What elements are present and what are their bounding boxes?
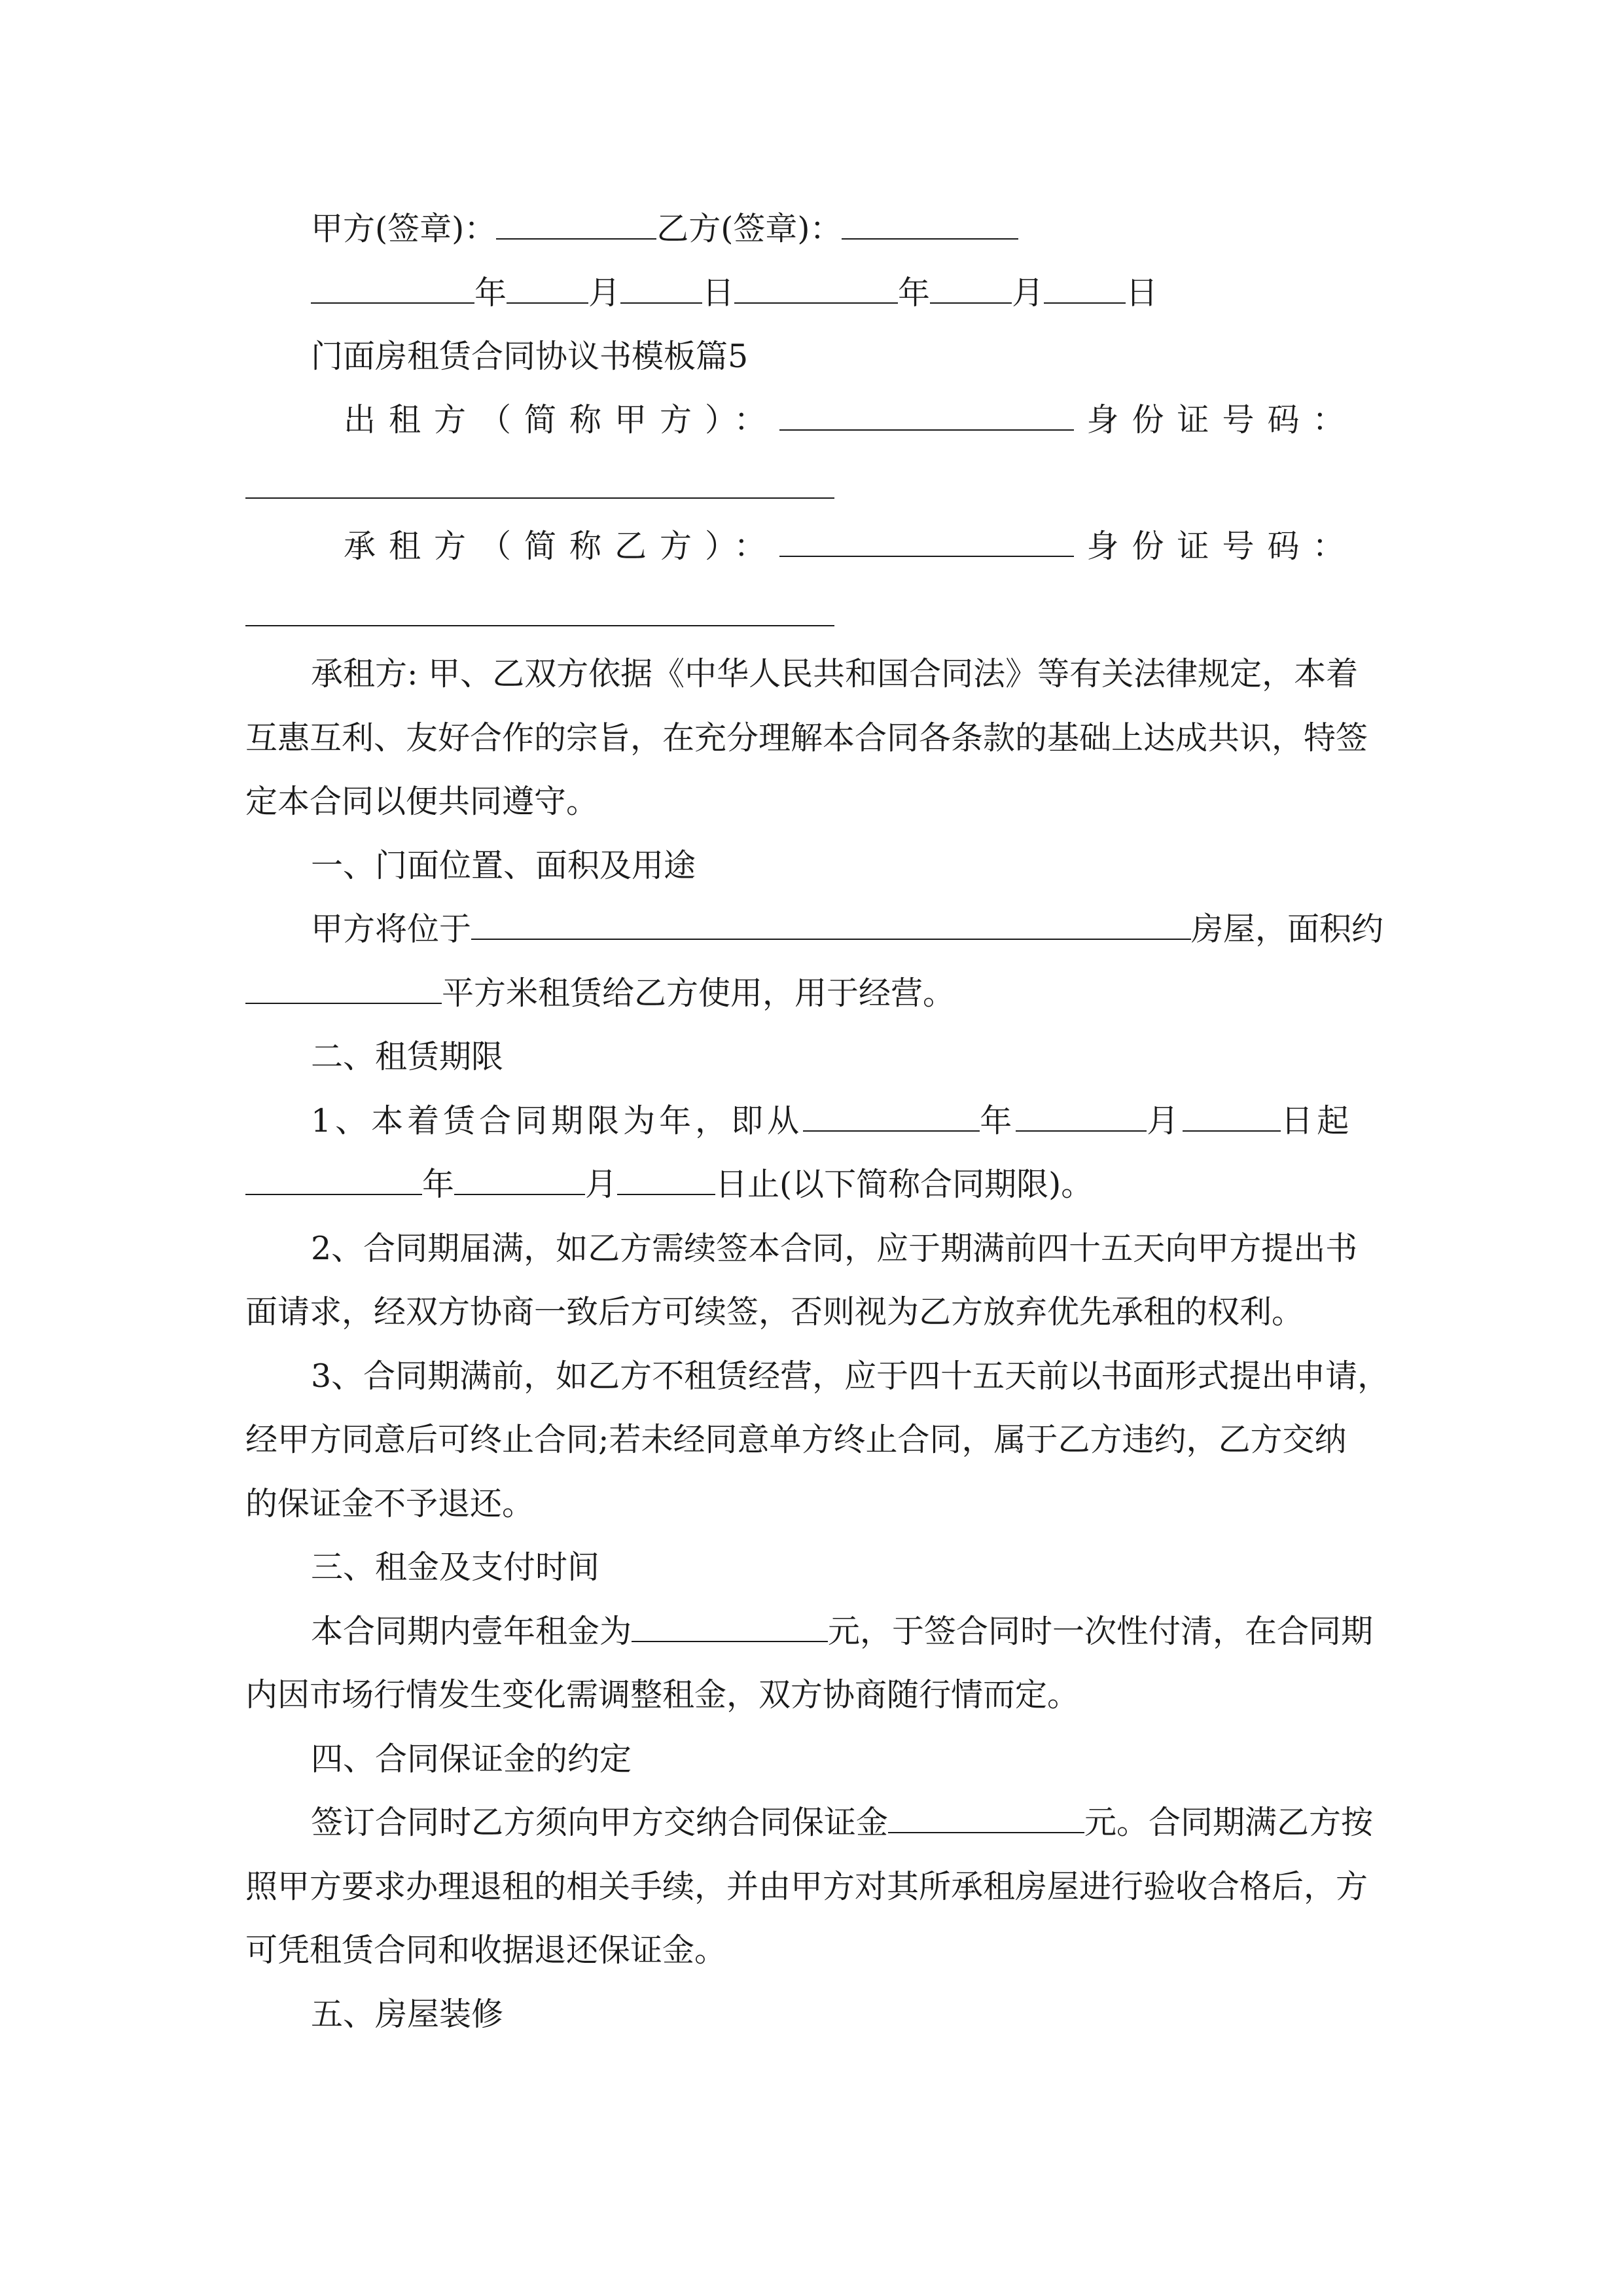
term-start-month-blank[interactable] <box>1016 1102 1147 1132</box>
section1-title: 一、门面位置、面积及用途 <box>311 847 696 884</box>
term-end-year-blank[interactable] <box>245 1165 422 1195</box>
term-end-text: 日止(以下简称合同期限)。 <box>715 1166 1094 1203</box>
lessee-name-blank[interactable] <box>779 527 1074 557</box>
term-start-day-label: 日起 <box>1281 1102 1353 1139</box>
section3-line2: 内因市场行情发生变化需调整租金，双方协商随行情而定。 <box>245 1676 1080 1713</box>
section4-line1 <box>311 1803 1443 1842</box>
intro-line-1: 承租方: 甲、乙双方依据《中华人民共和国合同法》等有关法律规定，本着 <box>311 655 1359 692</box>
section4-title: 四、合同保证金的约定 <box>311 1740 632 1778</box>
date-b-month-blank[interactable] <box>930 274 1012 304</box>
section2-title: 二、租赁期限 <box>311 1038 504 1075</box>
date-b-day-label: 日 <box>1126 274 1158 312</box>
lessor-id-label: 身份证号码： <box>1086 401 1358 439</box>
rent-amount-blank[interactable] <box>632 1612 828 1642</box>
area-label: 房屋，面积约 <box>1191 910 1384 948</box>
clause-2-1-line1 <box>311 1102 1443 1141</box>
deposit-text: 元。合同期满乙方按 <box>1084 1804 1374 1841</box>
date-a-month-label: 月 <box>588 274 621 312</box>
section-heading: 门面房租赁合同协议书模板篇5 <box>311 338 749 375</box>
clause-2-3-line1: 3、合同期满前，如乙方不租赁经营，应于四十五天前以书面形式提出申请， <box>311 1357 1390 1395</box>
date-a-day-label: 日 <box>702 274 735 312</box>
intro-line-3: 定本合同以便共同遵守。 <box>245 783 599 820</box>
location-label: 甲方将位于 <box>311 910 472 948</box>
term-end-month-blank[interactable] <box>454 1165 585 1195</box>
date-b-year-label: 年 <box>898 274 931 312</box>
location-blank[interactable] <box>471 910 1191 940</box>
clause-2-2-line1: 2、合同期届满，如乙方需续签本合同，应于期满前四十五天向甲方提出书 <box>311 1230 1358 1267</box>
party-b-sign-label: 乙方(签章)： <box>656 210 842 247</box>
party-b-sign-blank[interactable] <box>842 209 1018 240</box>
lessor-id-blank[interactable] <box>245 497 834 499</box>
lessee-id-label: 身份证号码： <box>1086 528 1358 565</box>
date-a-year-label: 年 <box>474 274 507 312</box>
date-b-year-blank[interactable] <box>734 274 898 304</box>
deposit-label: 签订合同时乙方须向甲方交纳合同保证金 <box>311 1804 889 1841</box>
lessor-label: 出租方（简称甲方）： <box>344 401 779 439</box>
party-a-sign-blank[interactable] <box>496 209 656 240</box>
section1-line1 <box>311 910 1443 949</box>
area-blank[interactable] <box>245 974 442 1004</box>
term-start-year-label: 年 <box>980 1102 1016 1139</box>
clause-2-3-line2: 经甲方同意后可终止合同;若未经同意单方终止合同，属于乙方违约，乙方交纳 <box>245 1421 1347 1458</box>
term-end-year-label: 年 <box>422 1166 455 1203</box>
section3-line1 <box>311 1612 1443 1651</box>
rent-payment-text: 元，于签合同时一次性付清，在合同期 <box>828 1613 1374 1650</box>
date-b-month-label: 月 <box>1012 274 1044 312</box>
section4-line3: 可凭租赁合同和收据退还保证金。 <box>245 1931 727 1969</box>
clause-2-3-line3: 的保证金不予退还。 <box>245 1485 535 1522</box>
date-a-month-blank[interactable] <box>507 274 588 304</box>
signature-row <box>311 209 1443 249</box>
intro-line-2: 互惠互利、友好合作的宗旨，在充分理解本合同各条款的基础上达成共识，特签 <box>245 719 1368 757</box>
section5-title: 五、房屋装修 <box>311 1996 504 2033</box>
lessee-row <box>344 527 1476 566</box>
section4-line2: 照甲方要求办理退租的相关手续，并由甲方对其所承租房屋进行验收合格后，方 <box>245 1868 1368 1905</box>
date-a-year-blank[interactable] <box>311 274 474 304</box>
clause-2-2-line2: 面请求，经双方协商一致后方可续签，否则视为乙方放弃优先承租的权利。 <box>245 1293 1304 1331</box>
deposit-amount-blank[interactable] <box>888 1803 1084 1833</box>
rent-label: 本合同期内壹年租金为 <box>311 1613 632 1650</box>
term-end-month-label: 月 <box>585 1166 618 1203</box>
term-end-day-blank[interactable] <box>617 1165 715 1195</box>
clause-2-1-line2 <box>245 1165 1378 1204</box>
area-usage-text: 平方米租赁给乙方使用，用于经营。 <box>442 975 955 1012</box>
term-start-day-blank[interactable] <box>1183 1102 1281 1132</box>
lessee-label: 承租方（简称乙方）： <box>344 528 779 565</box>
lessor-row <box>344 401 1476 440</box>
section3-title: 三、租金及支付时间 <box>311 1549 600 1586</box>
party-a-sign-label: 甲方(签章)： <box>311 210 497 247</box>
date-b-day-blank[interactable] <box>1044 274 1126 304</box>
term-start-year-blank[interactable] <box>803 1102 980 1132</box>
date-a-day-blank[interactable] <box>620 274 702 304</box>
term-label: 1、本着赁合同期限为年，即从 <box>311 1102 804 1139</box>
date-row <box>311 274 1443 313</box>
section1-line2 <box>245 974 1378 1013</box>
term-start-month-label: 月 <box>1147 1102 1183 1139</box>
lessor-name-blank[interactable] <box>779 401 1074 431</box>
lessee-id-blank[interactable] <box>245 625 834 626</box>
